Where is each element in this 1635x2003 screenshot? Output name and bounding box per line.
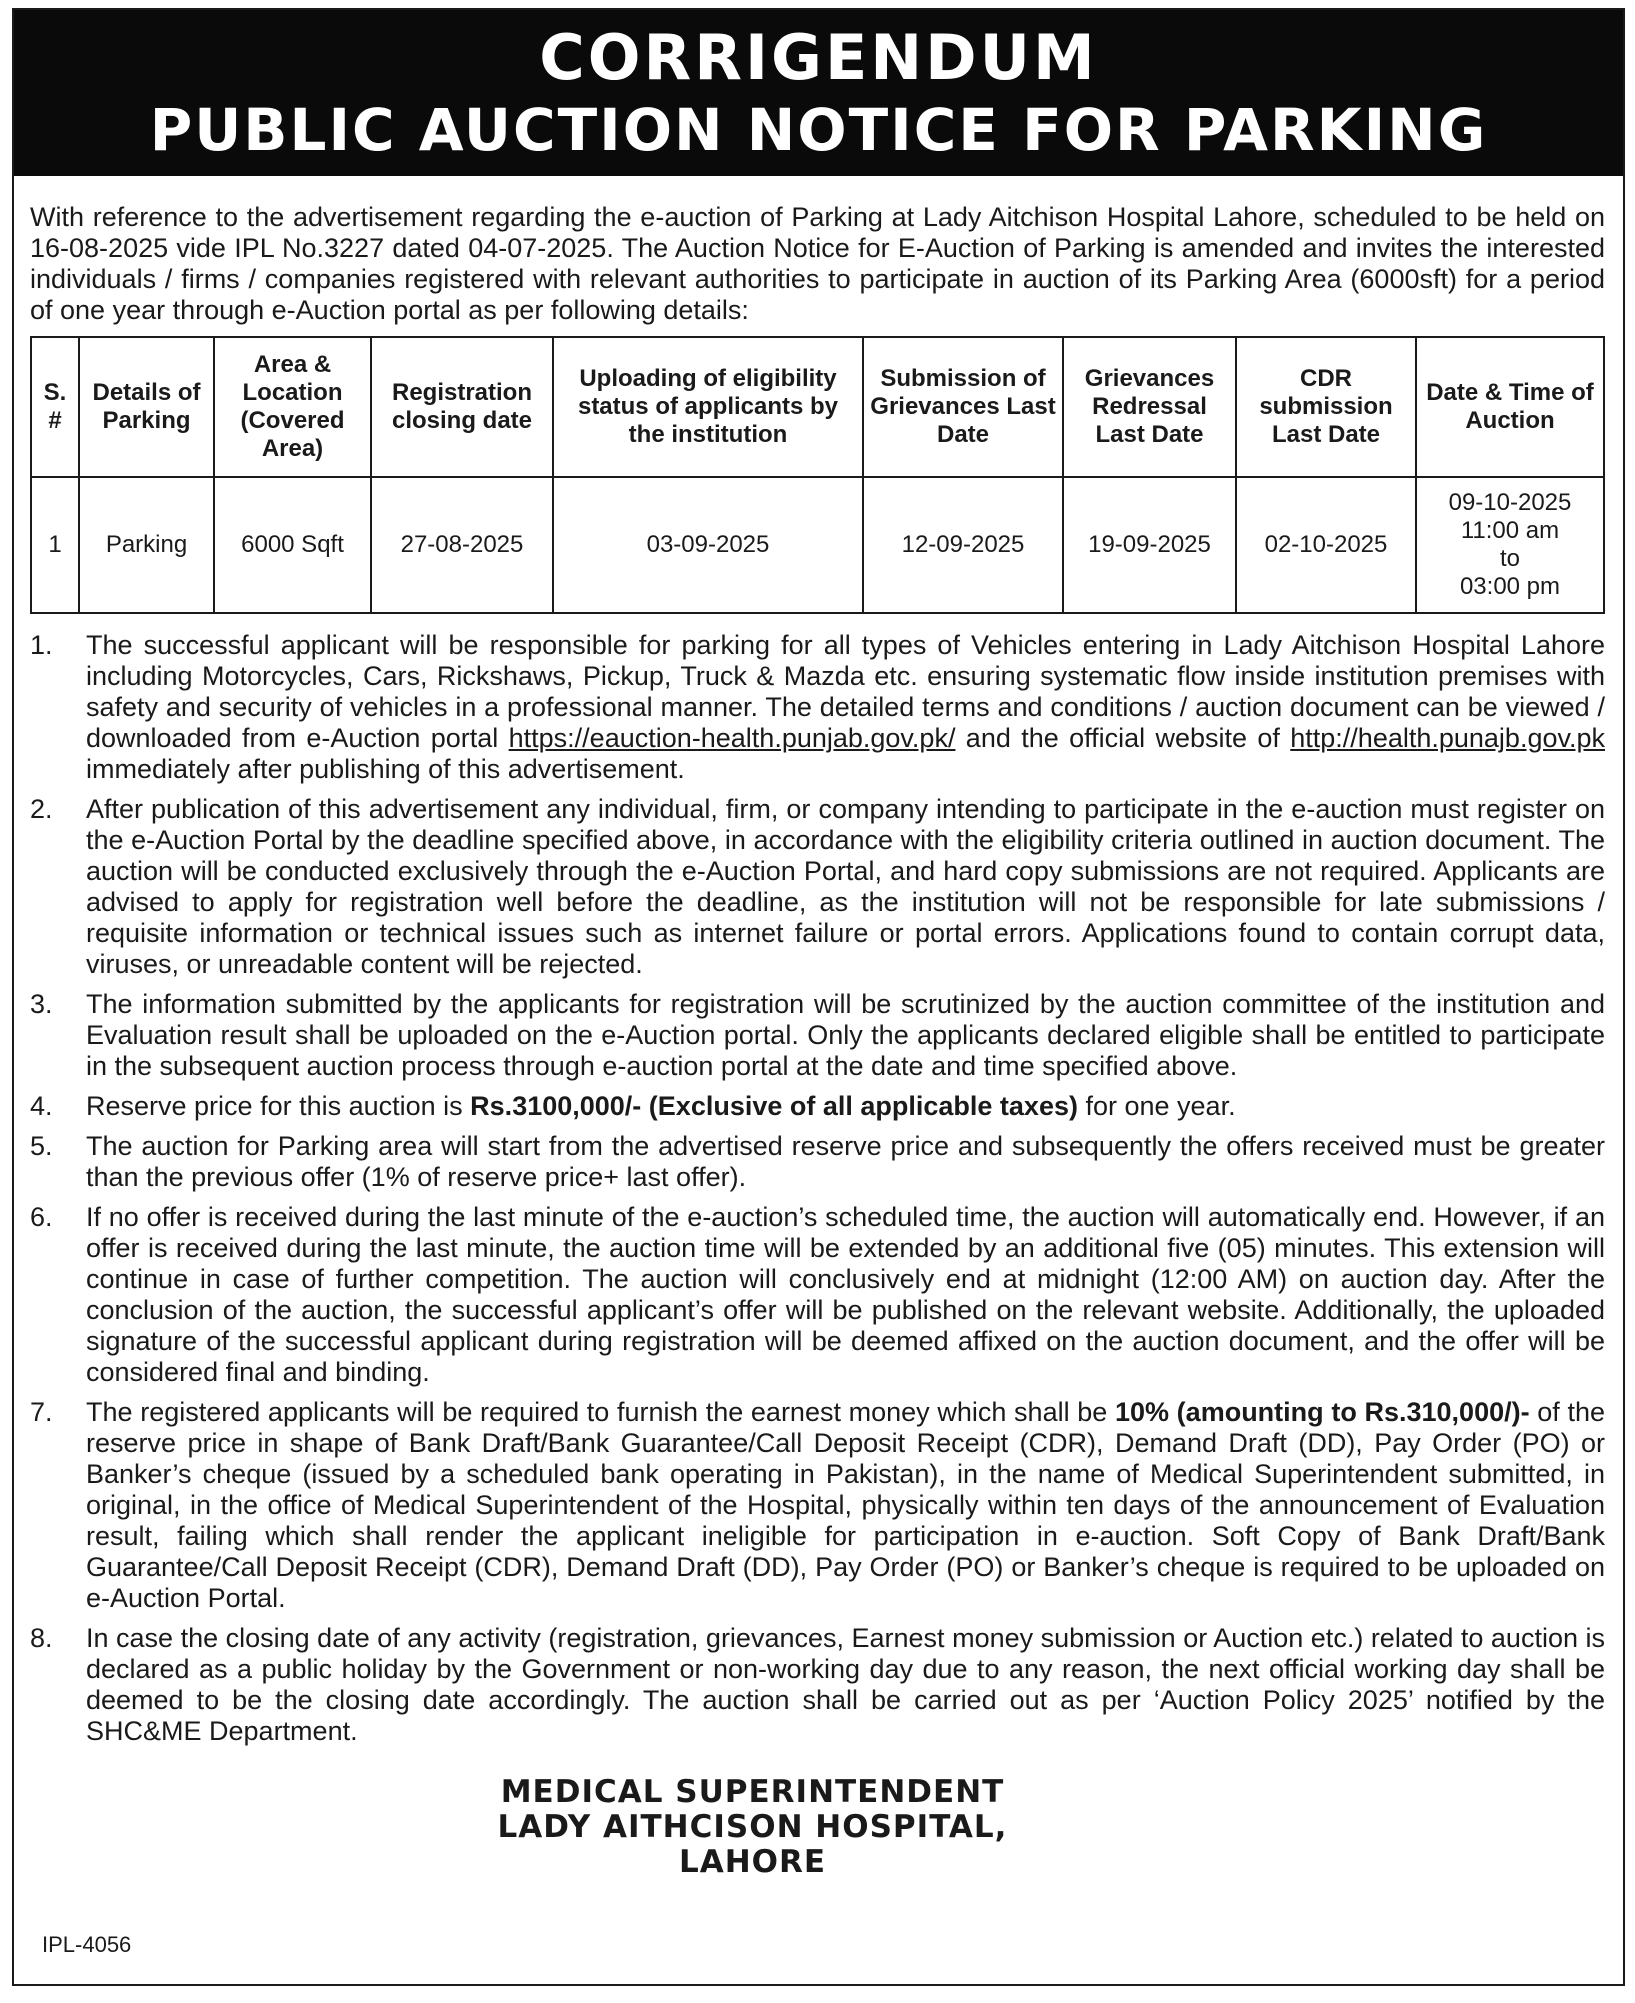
term-text: The auction for Parking area will start from the advertised reserve price and subsequently the offers received must be greater than the previous offer (1% of reserve price+ last offer). — [86, 1131, 1605, 1192]
eauction-portal-link[interactable]: https://eauction-health.punjab.gov.pk/ — [508, 723, 956, 753]
signature-title: MEDICAL SUPERINTENDENT — [500, 1774, 1005, 1810]
health-website-link[interactable]: http://health.punajb.gov.pk — [1290, 723, 1605, 753]
term-text: The information submitted by the applicants for registration will be scrutinized by the auction committee of the institution and Evaluation result shall be uploaded on the e-Auction portal. Only the applicants declared eligible shall be entitled to participate in the subsequent auction process through e-auction portal at the date and time specified above. — [86, 989, 1605, 1081]
term-number: 5. — [30, 1131, 53, 1161]
header-sno: S. # — [31, 337, 79, 477]
header-submission: Submission of Grievances Last Date — [863, 337, 1063, 477]
list-item — [30, 630, 1605, 785]
term-text-part: and the official website of — [955, 723, 1291, 753]
list-item — [30, 989, 1605, 1082]
notice-frame — [12, 8, 1625, 1986]
auction-end-time: 03:00 pm — [1459, 573, 1561, 600]
cell-submission: 12-09-2025 — [863, 477, 1063, 613]
intro-paragraph: With reference to the advertisement regarding the e-auction of Parking at Lady Aitchison Hospital Lahore, scheduled to be held on 16-08-2025 vide IPL No.3227 dated 04-07-2025. The Auction Notice for E-Auction of Parking is amended and invites the interested individuals / firms / companies registered with relevant authorities to participate in auction of its Parking Area (6000sft) for a period of one year through e-Auction portal as per following details: — [30, 202, 1605, 325]
header-banner — [14, 10, 1623, 176]
list-item — [30, 1131, 1605, 1193]
term-text: If no offer is received during the last minute of the e-auction’s scheduled time, the auction will automatically end. However, if an offer is received during the last minute, the auction time will be extended by an additional five (05) minutes. This extension will continue in case of further competition. The auction will conclusively end at midnight (12:00 AM) on auction day. After the conclusion of the auction, the successful applicant’s offer will be published on the relevant website. Additionally, the uploaded signature of the successful applicant during registration will be deemed affixed on the auction document, and the offer will be considered final and binding. — [86, 1202, 1605, 1387]
header-uploading: Uploading of eligibility status of applicants by the institution — [553, 337, 863, 477]
notice-content — [14, 176, 1623, 1880]
term-number: 4. — [30, 1091, 53, 1121]
header-auction: Date & Time of Auction — [1416, 337, 1604, 477]
term-text-part: for one year. — [1077, 1091, 1236, 1121]
term-text — [86, 1091, 1605, 1122]
corrigendum-title: CORRIGENDUM — [539, 21, 1098, 94]
term-text-part: immediately after publishing of this advertisement. — [86, 754, 685, 784]
term-text-part: The successful applicant will be responsible for parking for all types of Vehicles entering in Lady Aitchison Hospital Lahore including Motorcycles, Cars, Rickshaws, Pickup, Truck & Mazda etc. ensuring systematic flow inside institution premises with safety and security of vehicles in a professional manner. The detailed terms and conditions / auction document can be viewed / downloaded from e-Auction portal — [86, 630, 1605, 753]
term-text-part: Reserve price for this auction is — [86, 1091, 471, 1121]
list-item — [30, 794, 1605, 980]
term-text — [86, 630, 1605, 785]
signature-block — [0, 1775, 1605, 1880]
cell-details: Parking — [79, 477, 214, 613]
term-text-part: The registered applicants will be required to furnish the earnest money which shall be — [86, 1397, 1115, 1427]
list-item — [30, 1397, 1605, 1614]
ipl-number: IPL-4056 — [42, 1932, 132, 1957]
header-area: Area & Location (Covered Area) — [214, 337, 371, 477]
auction-start-time: 11:00 am — [1460, 517, 1560, 544]
signature-hospital: LADY AITHCISON HOSPITAL, — [497, 1809, 1008, 1845]
auction-details-table — [30, 336, 1605, 614]
term-number: 7. — [30, 1397, 53, 1427]
table-header-row — [31, 337, 1604, 477]
term-text — [86, 1397, 1605, 1614]
term-number: 2. — [30, 794, 53, 824]
header-grievances: Grievances Redressal Last Date — [1063, 337, 1236, 477]
term-number: 1. — [30, 630, 53, 660]
list-item — [30, 1202, 1605, 1388]
term-text-part: of the reserve price in shape of Bank Draft/Bank Guarantee/Call Deposit Receipt (CDR), Demand Draft (DD), Pay Order (PO) or Banker’s cheque (issued by a scheduled bank operating in Pakistan), in the name of Medical Superintendent submitted, in original, in the office of Medical Superintendent of the Hospital, physically within ten days of the announcement of Evaluation result, failing which shall render the applicant ineligible for participation in e-auction. Soft Copy of Bank Draft/Bank Guarantee/Call Deposit Receipt (CDR), Demand Draft (DD), Pay Order (PO) or Banker’s cheque is required to be uploaded on e-Auction Portal. — [86, 1397, 1605, 1613]
cell-auction — [1416, 477, 1604, 613]
table-row — [31, 477, 1604, 613]
term-number: 6. — [30, 1202, 53, 1232]
term-text: After publication of this advertisement any individual, firm, or company intending to participate in the e-auction must register on the e-Auction Portal by the deadline specified above, in accordance with the eligibility criteria outlined in auction document. The auction will be conducted exclusively through the e-Auction Portal, and hard copy submissions are not required. Applicants are advised to apply for registration well before the deadline, as the institution will not be responsible for late submissions / requisite information or technical issues such as internet failure or portal errors. Applications found to contain corrupt data, viruses, or unreadable content will be rejected. — [86, 794, 1605, 979]
notice-title: PUBLIC AUCTION NOTICE FOR PARKING — [149, 96, 1488, 164]
list-item — [30, 1091, 1605, 1122]
term-number: 3. — [30, 989, 53, 1019]
cell-grievances: 19-09-2025 — [1063, 477, 1236, 613]
cell-uploading: 03-09-2025 — [553, 477, 863, 613]
list-item — [30, 1623, 1605, 1747]
auction-to: to — [1499, 545, 1520, 572]
header-details: Details of Parking — [79, 337, 214, 477]
terms-list — [30, 630, 1605, 1747]
header-cdr: CDR submission Last Date — [1236, 337, 1416, 477]
earnest-money: 10% (amounting to Rs.310,000/)- — [1114, 1397, 1530, 1427]
cell-cdr: 02-10-2025 — [1236, 477, 1416, 613]
signature-city: LAHORE — [678, 1844, 827, 1880]
cell-sno: 1 — [31, 477, 79, 613]
reserve-price: Rs.3100,000/- (Exclusive of all applicable taxes) — [470, 1091, 1078, 1121]
term-text: In case the closing date of any activity (registration, grievances, Earnest money submission or Auction etc.) related to auction is declared as a public holiday by the Government or non-working day due to any reason, the next official working day shall be deemed to be the closing date accordingly. The auction shall be carried out as per ‘Auction Policy 2025’ notified by the SHC&ME Department. — [86, 1623, 1605, 1746]
cell-registration: 27-08-2025 — [371, 477, 553, 613]
term-number: 8. — [30, 1623, 53, 1653]
cell-area: 6000 Sqft — [214, 477, 371, 613]
auction-date: 09-10-2025 — [1448, 489, 1572, 516]
header-registration: Registration closing date — [371, 337, 553, 477]
